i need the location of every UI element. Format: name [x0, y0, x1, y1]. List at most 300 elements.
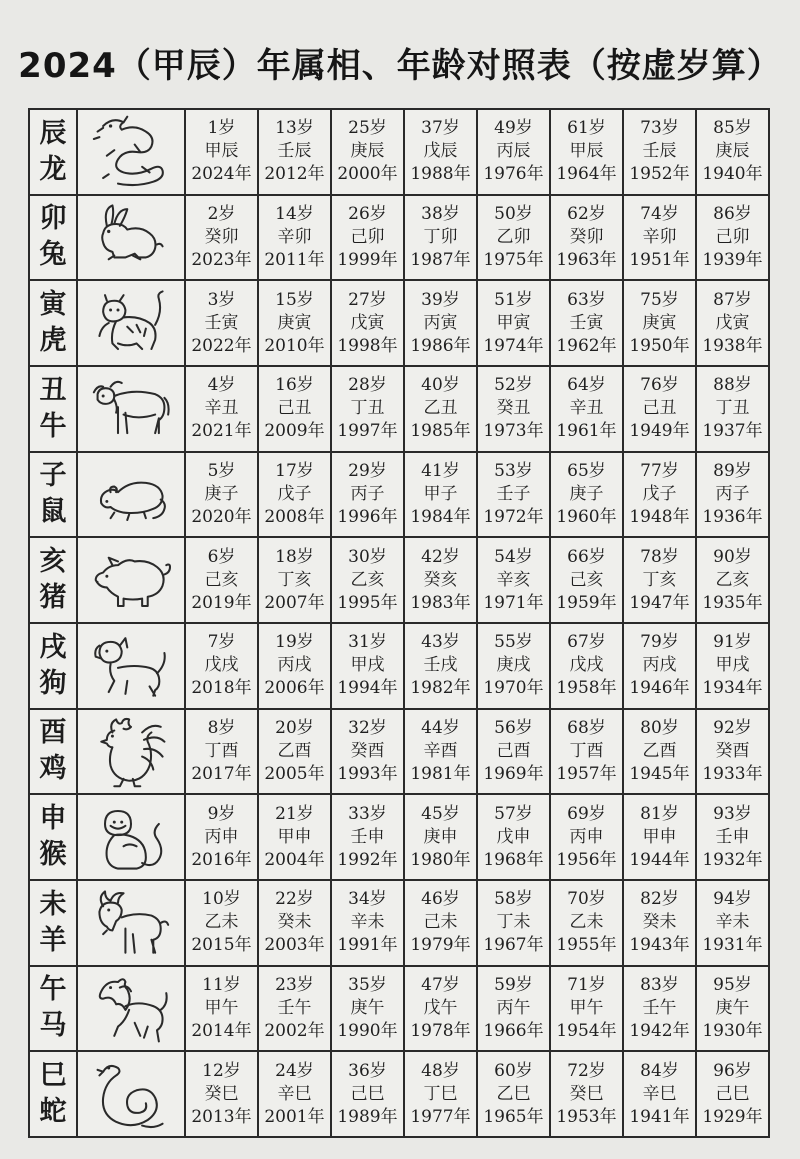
age-label: 55岁	[494, 632, 533, 653]
birth-year-label: 2019年	[191, 592, 252, 613]
zodiac-icon-cell	[77, 880, 185, 966]
zodiac-animal: 狗	[39, 667, 67, 699]
age-cell	[696, 623, 769, 709]
birth-year-label: 2007年	[264, 592, 325, 613]
zodiac-animal: 鸡	[39, 753, 67, 785]
age-label: 41岁	[421, 460, 460, 481]
goat-icon	[83, 884, 179, 962]
zodiac-animal: 蛇	[39, 1096, 67, 1128]
ganzhi-label: 甲戌	[715, 655, 750, 676]
age-cell	[696, 452, 769, 538]
earthly-branch: 寅	[39, 289, 67, 321]
age-label: 68岁	[567, 717, 606, 738]
birth-year-label: 1930年	[702, 1020, 763, 1041]
zodiac-icon-cell	[77, 280, 185, 366]
ganzhi-label: 丙午	[496, 997, 531, 1018]
ganzhi-label: 辛未	[715, 912, 750, 933]
age-label: 54岁	[494, 546, 533, 567]
age-cell	[550, 537, 623, 623]
birth-year-label: 1963年	[556, 249, 617, 270]
birth-year-label: 1986年	[410, 335, 471, 356]
age-cell	[258, 1051, 331, 1137]
ganzhi-label: 甲子	[423, 483, 458, 504]
ganzhi-label: 戊戌	[569, 655, 604, 676]
birth-year-label: 1981年	[410, 763, 471, 784]
age-cell	[623, 452, 696, 538]
age-cell	[331, 709, 404, 795]
birth-year-label: 1997年	[337, 421, 398, 442]
age-cell	[258, 366, 331, 452]
ganzhi-label: 壬午	[642, 997, 677, 1018]
birth-year-label: 1942年	[629, 1020, 690, 1041]
earthly-branch: 午	[39, 974, 67, 1006]
age-label: 1岁	[207, 118, 236, 139]
age-label: 32岁	[348, 717, 387, 738]
age-label: 39岁	[421, 289, 460, 310]
ganzhi-label: 乙丑	[423, 398, 458, 419]
age-cell	[477, 794, 550, 880]
zodiac-row-10	[29, 966, 769, 1052]
birth-year-label: 1929年	[702, 1106, 763, 1127]
age-label: 13岁	[275, 118, 314, 139]
ganzhi-label: 庚午	[715, 997, 750, 1018]
ganzhi-label: 庚午	[350, 997, 385, 1018]
age-label: 30岁	[348, 546, 387, 567]
ganzhi-label: 丙戌	[642, 655, 677, 676]
age-label: 27岁	[348, 289, 387, 310]
age-cell	[331, 452, 404, 538]
zodiac-icon-cell	[77, 452, 185, 538]
age-cell	[477, 366, 550, 452]
birth-year-label: 2002年	[264, 1020, 325, 1041]
birth-year-label: 1961年	[556, 421, 617, 442]
birth-year-label: 1991年	[337, 935, 398, 956]
age-label: 21岁	[275, 803, 314, 824]
ganzhi-label: 甲辰	[569, 141, 604, 162]
ganzhi-label: 辛卯	[642, 226, 677, 247]
age-label: 91岁	[713, 632, 752, 653]
age-cell	[623, 623, 696, 709]
ganzhi-label: 壬辰	[642, 141, 677, 162]
age-label: 11岁	[202, 974, 241, 995]
age-label: 76岁	[640, 375, 679, 396]
ganzhi-label: 癸酉	[350, 740, 385, 761]
ganzhi-label: 丁酉	[569, 740, 604, 761]
age-cell	[258, 709, 331, 795]
age-cell	[404, 880, 477, 966]
age-cell	[550, 709, 623, 795]
zodiac-name-cell	[29, 966, 77, 1052]
birth-year-label: 1972年	[483, 506, 544, 527]
age-cell	[258, 966, 331, 1052]
ganzhi-label: 辛丑	[569, 398, 604, 419]
ganzhi-label: 庚申	[423, 826, 458, 847]
age-label: 86岁	[713, 203, 752, 224]
ganzhi-label: 庚辰	[350, 141, 385, 162]
age-label: 5岁	[207, 460, 236, 481]
ganzhi-label: 甲午	[204, 997, 239, 1018]
birth-year-label: 2024年	[191, 164, 252, 185]
birth-year-label: 2014年	[191, 1020, 252, 1041]
age-label: 23岁	[275, 974, 314, 995]
age-cell	[185, 880, 258, 966]
age-cell	[696, 280, 769, 366]
age-cell	[623, 709, 696, 795]
age-cell	[477, 537, 550, 623]
birth-year-label: 1970年	[483, 678, 544, 699]
age-label: 28岁	[348, 375, 387, 396]
ganzhi-label: 癸卯	[569, 226, 604, 247]
birth-year-label: 2000年	[337, 164, 398, 185]
birth-year-label: 2018年	[191, 678, 252, 699]
zodiac-icon-cell	[77, 623, 185, 709]
page-title: 2024（甲辰）年属相、年龄对照表（按虚岁算）	[18, 46, 782, 86]
age-cell	[185, 794, 258, 880]
ganzhi-label: 壬寅	[204, 312, 239, 333]
birth-year-label: 1965年	[483, 1106, 544, 1127]
ganzhi-label: 甲寅	[496, 312, 531, 333]
birth-year-label: 1953年	[556, 1106, 617, 1127]
ganzhi-label: 辛卯	[277, 226, 312, 247]
birth-year-label: 1938年	[702, 335, 763, 356]
earthly-branch: 申	[39, 803, 67, 835]
zodiac-row-7	[29, 709, 769, 795]
birth-year-label: 1994年	[337, 678, 398, 699]
age-cell	[404, 966, 477, 1052]
ganzhi-label: 己巳	[715, 1083, 750, 1104]
age-cell	[550, 452, 623, 538]
birth-year-label: 1944年	[629, 849, 690, 870]
ganzhi-label: 丁卯	[423, 226, 458, 247]
age-label: 67岁	[567, 632, 606, 653]
ganzhi-label: 己丑	[642, 398, 677, 419]
age-cell	[623, 880, 696, 966]
age-label: 83岁	[640, 974, 679, 995]
rabbit-icon	[83, 198, 179, 276]
zodiac-name-cell	[29, 280, 77, 366]
age-cell	[550, 195, 623, 281]
birth-year-label: 2009年	[264, 421, 325, 442]
age-label: 42岁	[421, 546, 460, 567]
ganzhi-label: 辛巳	[642, 1083, 677, 1104]
ganzhi-label: 丙子	[350, 483, 385, 504]
age-label: 53岁	[494, 460, 533, 481]
ganzhi-label: 乙亥	[715, 569, 750, 590]
age-label: 82岁	[640, 889, 679, 910]
age-label: 59岁	[494, 974, 533, 995]
age-label: 65岁	[567, 460, 606, 481]
zodiac-icon-cell	[77, 537, 185, 623]
birth-year-label: 1952年	[629, 164, 690, 185]
age-cell	[404, 709, 477, 795]
ganzhi-label: 癸酉	[715, 740, 750, 761]
birth-year-label: 1980年	[410, 849, 471, 870]
ganzhi-label: 甲辰	[204, 141, 239, 162]
birth-year-label: 1936年	[702, 506, 763, 527]
age-label: 25岁	[348, 118, 387, 139]
ganzhi-label: 乙亥	[350, 569, 385, 590]
age-label: 22岁	[275, 889, 314, 910]
ganzhi-label: 甲申	[642, 826, 677, 847]
age-label: 61岁	[567, 118, 606, 139]
zodiac-animal: 羊	[39, 924, 67, 956]
age-cell	[623, 109, 696, 195]
age-cell	[331, 966, 404, 1052]
ganzhi-label: 己卯	[715, 226, 750, 247]
birth-year-label: 1947年	[629, 592, 690, 613]
birth-year-label: 1945年	[629, 763, 690, 784]
age-cell	[696, 794, 769, 880]
age-label: 8岁	[207, 717, 236, 738]
age-cell	[550, 623, 623, 709]
ganzhi-label: 癸未	[277, 912, 312, 933]
birth-year-label: 1968年	[483, 849, 544, 870]
birth-year-label: 1941年	[629, 1106, 690, 1127]
birth-year-label: 1934年	[702, 678, 763, 699]
snake-icon	[83, 1055, 179, 1133]
ganzhi-label: 丁丑	[350, 398, 385, 419]
age-label: 60岁	[494, 1060, 533, 1081]
birth-year-label: 2008年	[264, 506, 325, 527]
birth-year-label: 1984年	[410, 506, 471, 527]
age-label: 26岁	[348, 203, 387, 224]
ganzhi-label: 戊寅	[715, 312, 750, 333]
age-label: 64岁	[567, 375, 606, 396]
age-cell	[258, 280, 331, 366]
birth-year-label: 1956年	[556, 849, 617, 870]
age-label: 80岁	[640, 717, 679, 738]
age-label: 47岁	[421, 974, 460, 995]
age-cell	[477, 1051, 550, 1137]
age-label: 56岁	[494, 717, 533, 738]
ganzhi-label: 己亥	[569, 569, 604, 590]
age-label: 50岁	[494, 203, 533, 224]
birth-year-label: 1949年	[629, 421, 690, 442]
birth-year-label: 1932年	[702, 849, 763, 870]
age-cell	[477, 966, 550, 1052]
birth-year-label: 2020年	[191, 506, 252, 527]
monkey-icon	[83, 798, 179, 876]
earthly-branch: 子	[39, 460, 67, 492]
zodiac-icon-cell	[77, 1051, 185, 1137]
birth-year-label: 1937年	[702, 421, 763, 442]
age-cell	[623, 794, 696, 880]
age-cell	[623, 1051, 696, 1137]
age-cell	[477, 880, 550, 966]
age-cell	[696, 880, 769, 966]
age-cell	[185, 623, 258, 709]
birth-year-label: 1940年	[702, 164, 763, 185]
age-cell	[696, 195, 769, 281]
birth-year-label: 2022年	[191, 335, 252, 356]
ganzhi-label: 壬午	[277, 997, 312, 1018]
zodiac-name-cell	[29, 794, 77, 880]
zodiac-name-cell	[29, 709, 77, 795]
pig-icon	[83, 541, 179, 619]
age-label: 19岁	[275, 632, 314, 653]
ganzhi-label: 丁亥	[277, 569, 312, 590]
age-label: 18岁	[275, 546, 314, 567]
birth-year-label: 1992年	[337, 849, 398, 870]
zodiac-animal: 猴	[39, 839, 67, 871]
zodiac-name-cell	[29, 1051, 77, 1137]
zodiac-name-cell	[29, 452, 77, 538]
ganzhi-label: 戊子	[642, 483, 677, 504]
ganzhi-label: 甲午	[569, 997, 604, 1018]
ganzhi-label: 戊寅	[350, 312, 385, 333]
age-cell	[258, 195, 331, 281]
ganzhi-label: 己卯	[350, 226, 385, 247]
zodiac-row-0	[29, 109, 769, 195]
birth-year-label: 1979年	[410, 935, 471, 956]
birth-year-label: 1964年	[556, 164, 617, 185]
birth-year-label: 1954年	[556, 1020, 617, 1041]
ganzhi-label: 癸亥	[423, 569, 458, 590]
age-label: 66岁	[567, 546, 606, 567]
age-cell	[404, 794, 477, 880]
zodiac-row-9	[29, 880, 769, 966]
age-cell	[404, 537, 477, 623]
ganzhi-label: 丙戌	[277, 655, 312, 676]
age-cell	[477, 109, 550, 195]
ganzhi-label: 乙酉	[277, 740, 312, 761]
age-label: 40岁	[421, 375, 460, 396]
age-cell	[550, 280, 623, 366]
birth-year-label: 1939年	[702, 249, 763, 270]
birth-year-label: 1974年	[483, 335, 544, 356]
age-cell	[404, 452, 477, 538]
age-label: 38岁	[421, 203, 460, 224]
ganzhi-label: 辛亥	[496, 569, 531, 590]
birth-year-label: 1935年	[702, 592, 763, 613]
age-cell	[258, 794, 331, 880]
ganzhi-label: 己酉	[496, 740, 531, 761]
rat-icon	[83, 455, 179, 533]
birth-year-label: 2001年	[264, 1106, 325, 1127]
birth-year-label: 1982年	[410, 678, 471, 699]
age-cell	[404, 195, 477, 281]
birth-year-label: 1998年	[337, 335, 398, 356]
age-label: 89岁	[713, 460, 752, 481]
ganzhi-label: 甲申	[277, 826, 312, 847]
age-cell	[185, 109, 258, 195]
ganzhi-label: 庚辰	[715, 141, 750, 162]
age-label: 34岁	[348, 889, 387, 910]
age-cell	[550, 880, 623, 966]
age-label: 17岁	[275, 460, 314, 481]
age-label: 12岁	[202, 1060, 241, 1081]
ganzhi-label: 壬戌	[423, 655, 458, 676]
birth-year-label: 1958年	[556, 678, 617, 699]
age-label: 4岁	[207, 375, 236, 396]
earthly-branch: 未	[39, 888, 67, 920]
birth-year-label: 1975年	[483, 249, 544, 270]
ganzhi-label: 戊辰	[423, 141, 458, 162]
age-label: 36岁	[348, 1060, 387, 1081]
earthly-branch: 辰	[39, 117, 67, 149]
ganzhi-label: 癸巳	[569, 1083, 604, 1104]
zodiac-animal: 马	[39, 1010, 67, 1042]
ganzhi-label: 丙寅	[423, 312, 458, 333]
age-label: 9岁	[207, 803, 236, 824]
zodiac-name-cell	[29, 880, 77, 966]
birth-year-label: 1959年	[556, 592, 617, 613]
ganzhi-label: 壬寅	[569, 312, 604, 333]
age-cell	[185, 966, 258, 1052]
age-label: 92岁	[713, 717, 752, 738]
age-label: 43岁	[421, 632, 460, 653]
age-cell	[331, 280, 404, 366]
birth-year-label: 1943年	[629, 935, 690, 956]
birth-year-label: 1955年	[556, 935, 617, 956]
age-cell	[404, 623, 477, 709]
age-cell	[550, 109, 623, 195]
age-label: 31岁	[348, 632, 387, 653]
age-cell	[550, 1051, 623, 1137]
birth-year-label: 2017年	[191, 763, 252, 784]
zodiac-row-4	[29, 452, 769, 538]
age-cell	[185, 452, 258, 538]
age-cell	[258, 537, 331, 623]
ganzhi-label: 乙酉	[642, 740, 677, 761]
ganzhi-label: 乙卯	[496, 226, 531, 247]
age-cell	[696, 709, 769, 795]
birth-year-label: 1993年	[337, 763, 398, 784]
age-label: 29岁	[348, 460, 387, 481]
ganzhi-label: 己巳	[350, 1083, 385, 1104]
birth-year-label: 1966年	[483, 1020, 544, 1041]
age-cell	[331, 366, 404, 452]
birth-year-label: 2016年	[191, 849, 252, 870]
age-cell	[331, 794, 404, 880]
age-label: 81岁	[640, 803, 679, 824]
ganzhi-label: 己未	[423, 912, 458, 933]
age-label: 10岁	[202, 889, 241, 910]
age-cell	[477, 623, 550, 709]
birth-year-label: 1977年	[410, 1106, 471, 1127]
birth-year-label: 1978年	[410, 1020, 471, 1041]
birth-year-label: 1931年	[702, 935, 763, 956]
age-cell	[258, 452, 331, 538]
age-label: 14岁	[275, 203, 314, 224]
age-label: 63岁	[567, 289, 606, 310]
age-cell	[696, 1051, 769, 1137]
birth-year-label: 1948年	[629, 506, 690, 527]
age-label: 2岁	[207, 203, 236, 224]
age-cell	[258, 880, 331, 966]
age-label: 48岁	[421, 1060, 460, 1081]
ganzhi-label: 癸丑	[496, 398, 531, 419]
earthly-branch: 卯	[39, 203, 67, 235]
ganzhi-label: 丙子	[715, 483, 750, 504]
age-label: 88岁	[713, 375, 752, 396]
birth-year-label: 1983年	[410, 592, 471, 613]
ganzhi-label: 辛未	[350, 912, 385, 933]
age-cell	[185, 709, 258, 795]
age-label: 75岁	[640, 289, 679, 310]
age-cell	[477, 195, 550, 281]
age-cell	[331, 880, 404, 966]
age-label: 33岁	[348, 803, 387, 824]
birth-year-label: 1957年	[556, 763, 617, 784]
age-label: 85岁	[713, 118, 752, 139]
zodiac-icon-cell	[77, 794, 185, 880]
age-label: 79岁	[640, 632, 679, 653]
age-cell	[404, 366, 477, 452]
ganzhi-label: 辛丑	[204, 398, 239, 419]
age-label: 51岁	[494, 289, 533, 310]
ganzhi-label: 丙申	[204, 826, 239, 847]
